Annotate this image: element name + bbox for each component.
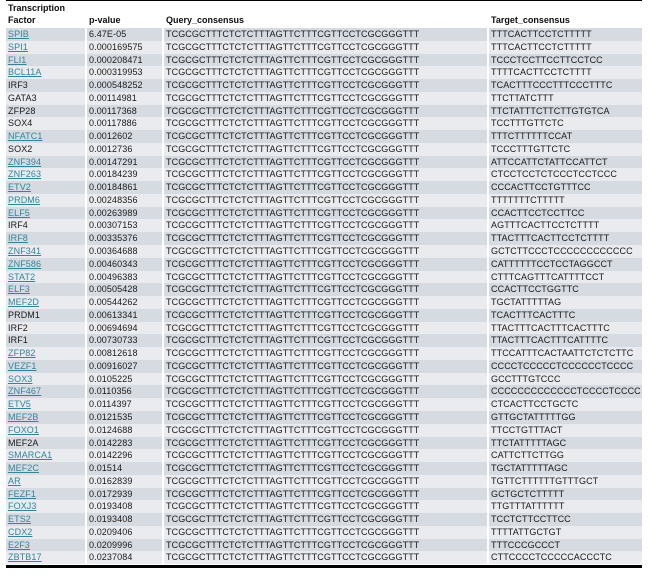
table-row — [6, 232, 642, 245]
target-consensus-cell: CCACTTCCTGGTTC — [488, 283, 642, 296]
target-consensus-cell: TTGTTTATTTTTT — [488, 500, 642, 513]
tf-cell — [6, 194, 86, 207]
table-row — [6, 462, 642, 475]
table-row — [6, 411, 642, 424]
table-row — [6, 309, 642, 322]
query-consensus-cell: TCGCGCTTTCTCTCTTTAGTTCTTTCGTTCCTCGCGGGTTT — [163, 271, 488, 284]
pvalue-cell: 0.00730733 — [86, 334, 163, 347]
tf-label: IRF3 — [8, 80, 28, 91]
tf-cell — [6, 334, 86, 347]
query-consensus-cell: TCGCGCTTTCTCTCTTTAGTTCTTTCGTTCCTCGCGGGTTT — [163, 462, 488, 475]
query-consensus-cell: TCGCGCTTTCTCTCTTTAGTTCTTTCGTTCCTCGCGGGTTT — [163, 219, 488, 232]
pvalue-cell: 0.0172939 — [86, 488, 163, 501]
query-consensus-cell: TCGCGCTTTCTCTCTTTAGTTCTTTCGTTCCTCGCGGGTTT — [163, 54, 488, 67]
target-consensus-cell: TCCCTTTGTTCTC — [488, 143, 642, 156]
target-consensus-cell: GCCTTTGTCCC — [488, 373, 642, 386]
target-consensus-cell: CCCCTCCCCCTCCCCCCTCCCC — [488, 360, 642, 373]
table-row — [6, 296, 642, 309]
pvalue-cell: 0.000169575 — [86, 41, 163, 54]
pvalue-cell: 0.00263989 — [86, 207, 163, 220]
pvalue-cell: 0.00460343 — [86, 258, 163, 271]
table-row — [6, 551, 642, 564]
table-row — [6, 194, 642, 207]
table-row — [6, 475, 642, 488]
tf-cell — [6, 156, 86, 169]
tf-cell — [6, 105, 86, 118]
table-row — [6, 500, 642, 513]
query-consensus-cell: TCGCGCTTTCTCTCTTTAGTTCTTTCGTTCCTCGCGGGTTT — [163, 143, 488, 156]
query-consensus-cell: TCGCGCTTTCTCTCTTTAGTTCTTTCGTTCCTCGCGGGTTT — [163, 232, 488, 245]
tf-link[interactable]: ZBTB17 — [8, 552, 42, 563]
pvalue-cell: 0.00544262 — [86, 296, 163, 309]
tf-cell — [6, 449, 86, 462]
tf-cell — [6, 462, 86, 475]
pvalue-cell: 0.00335376 — [86, 232, 163, 245]
target-consensus-cell: CTCACTTCCTGCTC — [488, 398, 642, 411]
query-consensus-cell: TCGCGCTTTCTCTCTTTAGTTCTTTCGTTCCTCGCGGGTTT — [163, 385, 488, 398]
target-consensus-cell: CTCCTCCTCTCCCTCCTCCC — [488, 168, 642, 181]
tf-cell — [6, 181, 86, 194]
tf-label: SOX2 — [8, 143, 33, 154]
target-consensus-cell: TTACTTTCACTTTCACTTTC — [488, 322, 642, 335]
table-row — [6, 271, 642, 284]
query-consensus-cell: TCGCGCTTTCTCTCTTTAGTTCTTTCGTTCCTCGCGGGTTT — [163, 181, 488, 194]
target-consensus-cell: TCACTTTCACTTTC — [488, 309, 642, 322]
pvalue-cell: 0.0209996 — [86, 539, 163, 552]
table-row — [6, 360, 642, 373]
tf-link[interactable]: E2F3 — [8, 539, 30, 550]
tf-cell — [6, 283, 86, 296]
tf-label: IRF1 — [8, 335, 28, 346]
target-consensus-cell: TTCCATTTCACTAATTCTCTCTTC — [488, 347, 642, 360]
pvalue-cell: 0.01514 — [86, 462, 163, 475]
tf-link[interactable]: FEZF1 — [8, 488, 37, 499]
target-consensus-cell: TTTTTTTCTTTTT — [488, 194, 642, 207]
target-consensus-cell: GCTGCTCTTTTT — [488, 488, 642, 501]
pvalue-cell: 0.000319953 — [86, 66, 163, 79]
tf-label: IRF2 — [8, 322, 28, 333]
tf-link[interactable]: STAT2 — [8, 271, 36, 282]
table-row — [6, 398, 642, 411]
target-consensus-cell: TCCTCTTCCTTCC — [488, 513, 642, 526]
pvalue-cell: 6.47E-05 — [86, 28, 163, 41]
tf-link[interactable]: ETV2 — [8, 182, 31, 193]
pvalue-cell: 0.00117368 — [86, 105, 163, 118]
query-consensus-cell: TCGCGCTTTCTCTCTTTAGTTCTTTCGTTCCTCGCGGGTTT — [163, 156, 488, 169]
table-row — [6, 54, 642, 67]
tf-cell — [6, 245, 86, 258]
target-consensus-cell: TCACTTTCCCTTTCCCTTTC — [488, 79, 642, 92]
target-consensus-cell: CCCACTTCCTGTTTCC — [488, 181, 642, 194]
table-row — [6, 79, 642, 92]
tf-cell — [6, 322, 86, 335]
query-consensus-cell: TCGCGCTTTCTCTCTTTAGTTCTTTCGTTCCTCGCGGGTTT — [163, 41, 488, 54]
query-consensus-cell: TCGCGCTTTCTCTCTTTAGTTCTTTCGTTCCTCGCGGGTTT — [163, 168, 488, 181]
query-consensus-cell: TCGCGCTTTCTCTCTTTAGTTCTTTCGTTCCTCGCGGGTTT — [163, 28, 488, 41]
pvalue-cell: 0.000548252 — [86, 79, 163, 92]
tf-cell — [6, 232, 86, 245]
table-row — [6, 488, 642, 501]
tf-cell — [6, 347, 86, 360]
col-header-pvalue: p-value — [86, 1, 163, 28]
query-consensus-cell: TCGCGCTTTCTCTCTTTAGTTCTTTCGTTCCTCGCGGGTTT — [163, 245, 488, 258]
target-consensus-cell: GTTGCTATTTTTGG — [488, 411, 642, 424]
tf-link[interactable]: ZFP82 — [8, 348, 36, 359]
tf-cell — [6, 143, 86, 156]
tf-link[interactable]: ZNF341 — [8, 246, 42, 257]
query-consensus-cell: TCGCGCTTTCTCTCTTTAGTTCTTTCGTTCCTCGCGGGTTT — [163, 258, 488, 271]
query-consensus-cell: TCGCGCTTTCTCTCTTTAGTTCTTTCGTTCCTCGCGGGTTT — [163, 500, 488, 513]
query-consensus-cell: TCGCGCTTTCTCTCTTTAGTTCTTTCGTTCCTCGCGGGTTT — [163, 398, 488, 411]
tf-cell — [6, 66, 86, 79]
pvalue-cell: 0.00496383 — [86, 271, 163, 284]
query-consensus-cell: TCGCGCTTTCTCTCTTTAGTTCTTTCGTTCCTCGCGGGTTT — [163, 424, 488, 437]
tf-cell — [6, 411, 86, 424]
table-row — [6, 143, 642, 156]
tf-cell — [6, 79, 86, 92]
pvalue-cell: 0.0209406 — [86, 526, 163, 539]
tf-link[interactable]: ZNF263 — [8, 169, 42, 180]
tf-cell — [6, 551, 86, 564]
pvalue-cell: 0.0105225 — [86, 373, 163, 386]
tf-label: ZFP28 — [8, 105, 36, 116]
tf-cell — [6, 360, 86, 373]
tf-cell — [6, 500, 86, 513]
query-consensus-cell: TCGCGCTTTCTCTCTTTAGTTCTTTCGTTCCTCGCGGGTTT — [163, 130, 488, 143]
table-row — [6, 322, 642, 335]
target-consensus-cell: CCCCCCCCCCCCCTCCCCTCCCC — [488, 385, 642, 398]
pvalue-cell: 0.00916027 — [86, 360, 163, 373]
pvalue-cell: 0.0012602 — [86, 130, 163, 143]
table-row — [6, 245, 642, 258]
table-row — [6, 156, 642, 169]
query-consensus-cell: TCGCGCTTTCTCTCTTTAGTTCTTTCGTTCCTCGCGGGTTT — [163, 475, 488, 488]
pvalue-cell: 0.0142283 — [86, 437, 163, 450]
query-consensus-cell: TCGCGCTTTCTCTCTTTAGTTCTTTCGTTCCTCGCGGGTTT — [163, 411, 488, 424]
pvalue-cell: 0.0121535 — [86, 411, 163, 424]
tf-label: IRF4 — [8, 220, 28, 231]
table-container — [6, 0, 642, 568]
tf-link[interactable]: ZNF586 — [8, 258, 42, 269]
query-consensus-cell: TCGCGCTTTCTCTCTTTAGTTCTTTCGTTCCTCGCGGGTTT — [163, 322, 488, 335]
tf-cell — [6, 309, 86, 322]
tf-cell — [6, 526, 86, 539]
table-row — [6, 28, 642, 41]
table-header — [6, 1, 642, 28]
tf-link[interactable]: CDX2 — [8, 526, 33, 537]
tf-link[interactable]: SPIB — [8, 29, 29, 39]
tf-label: PRDM1 — [8, 309, 41, 320]
table-row — [6, 117, 642, 130]
table-row — [6, 92, 642, 105]
pvalue-cell: 0.00812618 — [86, 347, 163, 360]
tf-link[interactable]: ZNF467 — [8, 386, 42, 397]
table-row — [6, 334, 642, 347]
tf-link[interactable]: SOX3 — [8, 373, 33, 384]
tf-link[interactable]: ELF3 — [8, 284, 30, 295]
tf-link[interactable]: VEZF1 — [8, 360, 37, 371]
pvalue-cell: 0.0114397 — [86, 398, 163, 411]
tf-cell — [6, 539, 86, 552]
tf-cell — [6, 488, 86, 501]
pvalue-cell: 0.00117886 — [86, 117, 163, 130]
query-consensus-cell: TCGCGCTTTCTCTCTTTAGTTCTTTCGTTCCTCGCGGGTTT — [163, 551, 488, 564]
query-consensus-cell: TCGCGCTTTCTCTCTTTAGTTCTTTCGTTCCTCGCGGGTTT — [163, 488, 488, 501]
table-body — [6, 28, 642, 564]
tf-cell — [6, 296, 86, 309]
query-consensus-cell: TCGCGCTTTCTCTCTTTAGTTCTTTCGTTCCTCGCGGGTTT — [163, 334, 488, 347]
tf-link[interactable]: MEF2C — [8, 463, 40, 474]
pvalue-cell: 0.0142296 — [86, 449, 163, 462]
tf-cell — [6, 385, 86, 398]
tf-label: SOX4 — [8, 118, 33, 129]
table-row — [6, 424, 642, 437]
pvalue-cell: 0.0124688 — [86, 424, 163, 437]
query-consensus-cell: TCGCGCTTTCTCTCTTTAGTTCTTTCGTTCCTCGCGGGTTT — [163, 437, 488, 450]
tf-link[interactable]: ETV5 — [8, 399, 31, 410]
target-consensus-cell: GCTCTTCCCTCCCCCCCCCCCC — [488, 245, 642, 258]
table-row — [6, 207, 642, 220]
pvalue-cell: 0.00248356 — [86, 194, 163, 207]
tf-link[interactable]: FLI1 — [8, 54, 27, 65]
tf-link[interactable]: ELF5 — [8, 207, 30, 218]
pvalue-cell: 0.0237084 — [86, 551, 163, 564]
tf-cell — [6, 398, 86, 411]
pvalue-cell: 0.00307153 — [86, 219, 163, 232]
table-row — [6, 347, 642, 360]
tf-cell — [6, 258, 86, 271]
table-row — [6, 41, 642, 54]
table-row — [6, 219, 642, 232]
tf-link[interactable]: PRDM6 — [8, 194, 41, 205]
tf-cell — [6, 207, 86, 220]
tf-cell — [6, 373, 86, 386]
pvalue-cell: 0.0012736 — [86, 143, 163, 156]
table-row — [6, 181, 642, 194]
target-consensus-cell: TTTTATTGCTGT — [488, 526, 642, 539]
target-consensus-cell: TTCTTATCTTT — [488, 92, 642, 105]
target-consensus-cell: ATTCCATTCTATTCCATTCT — [488, 156, 642, 169]
tf-cell — [6, 117, 86, 130]
query-consensus-cell: TCGCGCTTTCTCTCTTTAGTTCTTTCGTTCCTCGCGGGTTT — [163, 92, 488, 105]
target-consensus-cell: TCCCTCCTTCCTTCCTCC — [488, 54, 642, 67]
target-consensus-cell: TGCTATTTTTAGC — [488, 462, 642, 475]
target-consensus-cell: AGTTTCACTTCCTCTTTT — [488, 219, 642, 232]
query-consensus-cell: TCGCGCTTTCTCTCTTTAGTTCTTTCGTTCCTCGCGGGTTT — [163, 296, 488, 309]
target-consensus-cell: TTTCACTTCCTCTTTTT — [488, 41, 642, 54]
target-consensus-cell: TGCTATTTTTAG — [488, 296, 642, 309]
table-row — [6, 385, 642, 398]
target-consensus-cell: TTTCACTTCCTCTTTTT — [488, 28, 642, 41]
tf-link[interactable]: BCL11A — [8, 67, 42, 78]
table-row — [6, 449, 642, 462]
tf-link[interactable]: AR — [8, 475, 21, 486]
target-consensus-cell: CATTTTTTCCTCCTAGGCCT — [488, 258, 642, 271]
query-consensus-cell: TCGCGCTTTCTCTCTTTAGTTCTTTCGTTCCTCGCGGGTTT — [163, 283, 488, 296]
tf-link[interactable]: MEF2B — [8, 411, 39, 422]
tf-cell — [6, 219, 86, 232]
target-consensus-cell: TGTTCTTTTTTGTTTGCT — [488, 475, 642, 488]
pvalue-cell: 0.000208471 — [86, 54, 163, 67]
target-consensus-cell: TTACTTTCACTTCCTCTTTT — [488, 232, 642, 245]
table-row — [6, 513, 642, 526]
tf-link[interactable]: SMARCA1 — [8, 450, 53, 461]
table-row — [6, 539, 642, 552]
query-consensus-cell: TCGCGCTTTCTCTCTTTAGTTCTTTCGTTCCTCGCGGGTTT — [163, 373, 488, 386]
pvalue-cell: 0.0193408 — [86, 500, 163, 513]
query-consensus-cell: TCGCGCTTTCTCTCTTTAGTTCTTTCGTTCCTCGCGGGTTT — [163, 105, 488, 118]
tf-cell — [6, 168, 86, 181]
tf-link[interactable]: FOXO1 — [8, 424, 40, 435]
tf-cell — [6, 271, 86, 284]
tf-link[interactable]: ZNF394 — [8, 156, 42, 167]
target-consensus-cell: TTCCTGTTTACT — [488, 424, 642, 437]
table-row — [6, 373, 642, 386]
tf-cell — [6, 513, 86, 526]
pvalue-cell: 0.00114981 — [86, 92, 163, 105]
target-consensus-cell: TTCTATTTCTTCTTGTGTCA — [488, 105, 642, 118]
header-row — [6, 1, 642, 28]
query-consensus-cell: TCGCGCTTTCTCTCTTTAGTTCTTTCGTTCCTCGCGGGTTT — [163, 117, 488, 130]
tf-cell — [6, 54, 86, 67]
target-consensus-cell: TCCTTTGTTCTC — [488, 117, 642, 130]
tf-link[interactable]: ETS2 — [8, 514, 31, 525]
tf-link[interactable]: FOXJ3 — [8, 501, 37, 512]
tf-link[interactable]: SPI1 — [8, 41, 28, 52]
tf-cell — [6, 28, 86, 41]
tf-link[interactable]: MEF2D — [8, 297, 40, 308]
query-consensus-cell: TCGCGCTTTCTCTCTTTAGTTCTTTCGTTCCTCGCGGGTTT — [163, 360, 488, 373]
target-consensus-cell: TTTCTTTTTTCCAT — [488, 130, 642, 143]
target-consensus-cell: CTTTCAGTTTCATTTTCCT — [488, 271, 642, 284]
pvalue-cell: 0.00184239 — [86, 168, 163, 181]
table-row — [6, 437, 642, 450]
query-consensus-cell: TCGCGCTTTCTCTCTTTAGTTCTTTCGTTCCTCGCGGGTTT — [163, 66, 488, 79]
target-consensus-cell: CCACTTCCTCCTTCC — [488, 207, 642, 220]
query-consensus-cell: TCGCGCTTTCTCTCTTTAGTTCTTTCGTTCCTCGCGGGTTT — [163, 526, 488, 539]
query-consensus-cell: TCGCGCTTTCTCTCTTTAGTTCTTTCGTTCCTCGCGGGTTT — [163, 449, 488, 462]
target-consensus-cell: TTACTTTCACTTTCATTTTC — [488, 334, 642, 347]
pvalue-cell: 0.0162839 — [86, 475, 163, 488]
tf-enrichment-table — [6, 1, 642, 564]
target-consensus-cell: TTTCCCGCCCT — [488, 539, 642, 552]
table-row — [6, 258, 642, 271]
query-consensus-cell: TCGCGCTTTCTCTCTTTAGTTCTTTCGTTCCTCGCGGGTTT — [163, 207, 488, 220]
table-row — [6, 526, 642, 539]
tf-link[interactable]: NFATC1 — [8, 131, 43, 142]
query-consensus-cell: TCGCGCTTTCTCTCTTTAGTTCTTTCGTTCCTCGCGGGTTT — [163, 513, 488, 526]
pvalue-cell: 0.00505428 — [86, 283, 163, 296]
query-consensus-cell: TCGCGCTTTCTCTCTTTAGTTCTTTCGTTCCTCGCGGGTTT — [163, 194, 488, 207]
pvalue-cell: 0.00364688 — [86, 245, 163, 258]
tf-cell — [6, 130, 86, 143]
tf-cell — [6, 424, 86, 437]
tf-label: GATA3 — [8, 92, 37, 103]
target-consensus-cell: CTTCCCCTCCCCCACCCTC — [488, 551, 642, 564]
table-row — [6, 168, 642, 181]
tf-link[interactable]: IRF8 — [8, 233, 28, 244]
col-header-target-consensus: Target_consensus — [488, 1, 642, 28]
query-consensus-cell: TCGCGCTTTCTCTCTTTAGTTCTTTCGTTCCTCGCGGGTTT — [163, 309, 488, 322]
query-consensus-cell: TCGCGCTTTCTCTCTTTAGTTCTTTCGTTCCTCGCGGGTTT — [163, 79, 488, 92]
pvalue-cell: 0.0193408 — [86, 513, 163, 526]
tf-cell — [6, 437, 86, 450]
table-bottom-rule — [6, 565, 642, 568]
target-consensus-cell: CATTCTTCTTGG — [488, 449, 642, 462]
pvalue-cell: 0.00613341 — [86, 309, 163, 322]
tf-cell — [6, 475, 86, 488]
table-row — [6, 66, 642, 79]
table-row — [6, 283, 642, 296]
table-row — [6, 130, 642, 143]
pvalue-cell: 0.00184861 — [86, 181, 163, 194]
target-consensus-cell: TTCTATTTTTAGC — [488, 437, 642, 450]
pvalue-cell: 0.0110356 — [86, 385, 163, 398]
col-header-query-consensus: Query_consensus — [163, 1, 488, 28]
pvalue-cell: 0.00694694 — [86, 322, 163, 335]
tf-cell — [6, 41, 86, 54]
target-consensus-cell: TTTTCACTTCCTCTTTT — [488, 66, 642, 79]
col-header-transcription-factor: Transcription Factor — [6, 1, 86, 28]
tf-cell — [6, 92, 86, 105]
query-consensus-cell: TCGCGCTTTCTCTCTTTAGTTCTTTCGTTCCTCGCGGGTTT — [163, 347, 488, 360]
query-consensus-cell: TCGCGCTTTCTCTCTTTAGTTCTTTCGTTCCTCGCGGGTTT — [163, 539, 488, 552]
tf-label: MEF2A — [8, 437, 39, 448]
pvalue-cell: 0.00147291 — [86, 156, 163, 169]
table-row — [6, 105, 642, 118]
